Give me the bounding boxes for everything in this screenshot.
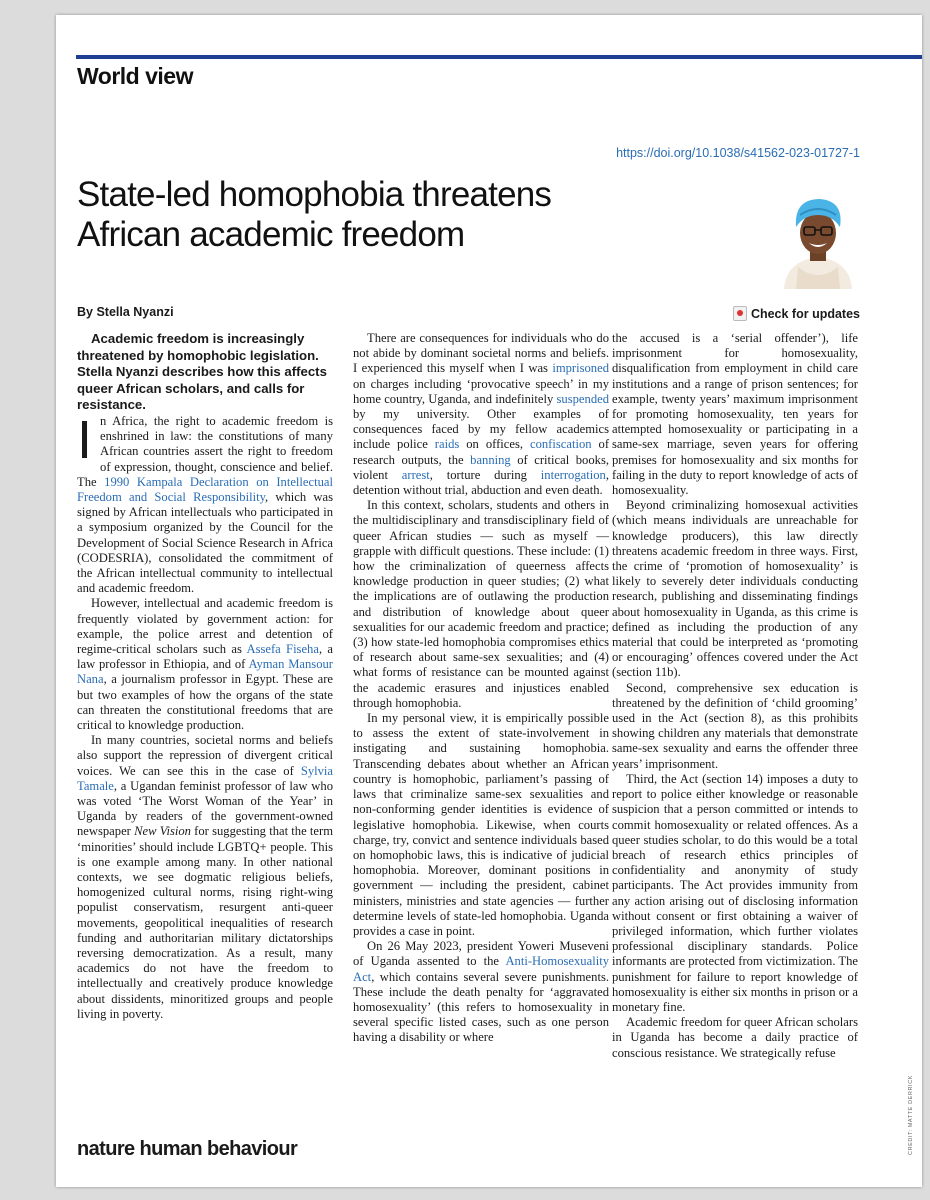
article-headline [77,175,717,255]
doi-link[interactable]: https://doi.org/10.1038/s41562-023-01727-1 [616,146,860,160]
text: by my university. Other examples of consequences faced by my fellow academics include police [353,407,609,452]
section-rule [76,55,922,59]
check-updates-label: Check for updates [750,306,860,321]
headline-line-2: African academic freedom [77,215,465,254]
paragraph: Academic freedom for queer African scholars in Uganda has become a daily practice of conscious resistance. We strategically refuse [612,1015,858,1060]
photo-credit: CREDIT: MATTE DERRICK [908,1074,914,1155]
drop-cap: I [77,409,93,470]
text: of research outputs, the [353,437,610,467]
link-confiscation[interactable]: confiscation [529,437,592,452]
link-banning[interactable]: banning [470,452,511,467]
paragraph: In my personal view, it is empirically possible to assess the extent of state-involvement in instigating and sustaining homophobia. Transcending debates about whether an African country is homophobic, parliament’s passing of laws that criminalize same-sex sexualities and non-conforming gender identities is evidence of legislative homophobia. Likewise, when courts charge, try, convict and sentence individuals based on homophobic laws, this is indicative of judicial homophobia. Moreover, dominant positions in government — including the president, cabinet ministers, ministries and state agencies — further determine levels of state-led homophobia. Uganda provides a case in point. [353,711,609,938]
link-ayman-mansour-nana[interactable]: Ayman Mansour Nana [77,657,333,687]
text: of critical books, violent [353,452,609,482]
headline-line-1: State-led homophobia threatens [77,175,552,214]
check-updates-button[interactable] [733,306,860,321]
link-raids[interactable]: raids [434,437,460,452]
text: , a law professor in Ethiopia, and of [77,642,333,672]
text: In many countries, societal norms and beliefs also support the repression of divergent critical voices. We can see this in the case of [77,733,333,778]
text: on charges including ‘provocative speech’ in my home country, Uganda, and indefinitely [353,376,609,406]
paragraph [77,596,333,733]
newspaper-name: New Vision [134,824,191,839]
link-anti-homosexuality-act[interactable]: Anti-Homosexuality Act [353,954,609,984]
link-sylvia-tamale[interactable]: Sylvia Tamale [77,763,333,793]
link-suspended[interactable]: suspended [556,391,609,406]
text: , which contains several severe punishments. These include the death penalty for ‘aggravated homosexuality’ (this refers to homosexuality in several specific listed cases, such as one person having a disability or where [353,969,609,1045]
text: However, intellectual and academic freedom is frequently violated by government action: for example, the police arrest and detention of regime-critical scholars such as [77,596,333,657]
journal-logo: nature human behaviour [77,1138,298,1160]
section-title: World view [77,63,193,89]
author-portrait [778,193,858,289]
paragraph [353,331,609,498]
text: , a journalism professor in Egypt. These are but two examples of how the organs of the state can threaten the constitutional freedoms that are critical to knowledge production. [77,672,333,733]
column-2 [353,331,609,1046]
text: , detention without trial, abduction and even death. [353,467,609,498]
paragraph: Beyond criminalizing homosexual activities (which means individuals are unreachable for knowledge producers), this law directly threatens academic freedom in three ways. First, the crime of ‘promotion of homosexuality’ is likely to severely deter individuals conducting research, publishing and disseminating findings about homosexuality in Uganda, as this crime is defined as including the production of any material that could be interpreted as ‘promoting or encouraging’ offences covered under the Act (section 11b). [612,498,858,680]
column-3 [612,331,858,1061]
text: n Africa, the right to academic freedom is enshrined in law: the constitutions of many African countries assert the right to freedom of expression, thought, conscience and belief. The [77,413,333,489]
text: There are consequences for individuals who do not abide by dominant societal norms and beliefs. I experienced this myself when I was [353,331,609,376]
byline: By Stella Nyanzi [77,305,174,319]
article-page [56,15,922,1187]
check-updates-icon [733,306,747,321]
link-arrest[interactable]: arrest [401,467,430,482]
link-kampala-declaration[interactable]: 1990 Kampala Declaration on Intellectual Freedom and Social Responsibility [77,474,333,504]
text: , which was signed by African intellectuals who participated in a symposium organized by the Council for the Development of Social Science Research in Africa (CODESRIA), consolidated the commitment of the African intellectual community to intellectual and academic freedom. [77,489,333,596]
paragraph: Second, comprehensive sex education is threatened by the definition of ‘child grooming’ used in the Act (section 8), as this prohibits showing children any materials that demonstrate same-sex sexuality and earns the offender three years’ imprisonment. [612,680,858,771]
link-interrogation[interactable]: interrogation [540,467,606,482]
paragraph [77,409,333,596]
paragraph: In this context, scholars, students and others in the multidisciplinary and transdisciplinary field of queer African studies — such as myself — grapple with difficult questions. These include: (1) how the criminalization of queerness affects knowledge production in queer studies; (2) what the implications are of outlawing the production and distribution of knowledge about queer sexualities for our academic freedom and practice; (3) how state-led homophobia compromises ethics of research about same-sex sexualities; and (4) what forms of resistance can be mounted against the academic erasures and injustices enabled through homophobia. [353,498,609,710]
text: on offices, [459,437,530,452]
link-assefa-fiseha[interactable]: Assefa Fiseha [246,642,319,657]
paragraph [353,939,609,1045]
column-1 [77,331,333,1022]
link-imprisoned[interactable]: imprisoned [552,361,609,376]
text: , torture during [429,467,541,482]
paragraph: the accused is a ‘serial offender’), life imprisonment for homosexuality, disqualification from employment in child care institutions and a range of prison sentences; for example, twenty years’ maximum imprisonment for promoting homosexuality, ten years for attempted homosexuality or participating in a same-sex marriage, seven years for offering premises for homosexuality and six months for failing in the duty to report knowledge of acts of homosexuality. [612,331,858,498]
paragraph: Third, the Act (section 14) imposes a duty to report to police either knowledge or reasonable suspicion that a person committed or intends to commit homosexuality or related offences. As a queer studies scholar, to do this would be a total breach of research ethics principles of confidentiality and anonymity of study participants. The Act provides immunity from any action arising out of disclosing information without consent or first obtaining a waiver of privileged information, which further violates professional disciplinary standards. Police informants are protected from victimization. The punishment for failure to report knowledge of homosexuality is either six months in prison or a monetary fine. [612,771,858,1014]
text: , a Ugandan feminist professor of law who was voted ‘The Worst Woman of the Year’ in Uganda by readers of the government-owned newspaper [77,778,333,839]
paragraph [77,733,333,1022]
standfirst: Academic freedom is increasingly threatened by homophobic legislation. Stella Nyanzi describes how this affects queer African scholars, and calls for resistance. [77,331,327,413]
text: On 26 May 2023, president Yoweri Museveni of Uganda assented to the [353,939,609,969]
text: for suggesting that the term ‘minorities’ should include LGBTQ+ people. This is one example among many. In other national contexts, we see dogmatic religious beliefs, homogenized cultural norms, rising right-wing populist conservatism, resurgent anti-queer movements, geopolitical inequalities of research funding and authoritarian military dictatorships reversing democratization. As a result, many academics do not have the freedom to intellectually and creatively produce knowledge about dissidents, minoritized groups and people living in poverty. [77,824,333,1021]
